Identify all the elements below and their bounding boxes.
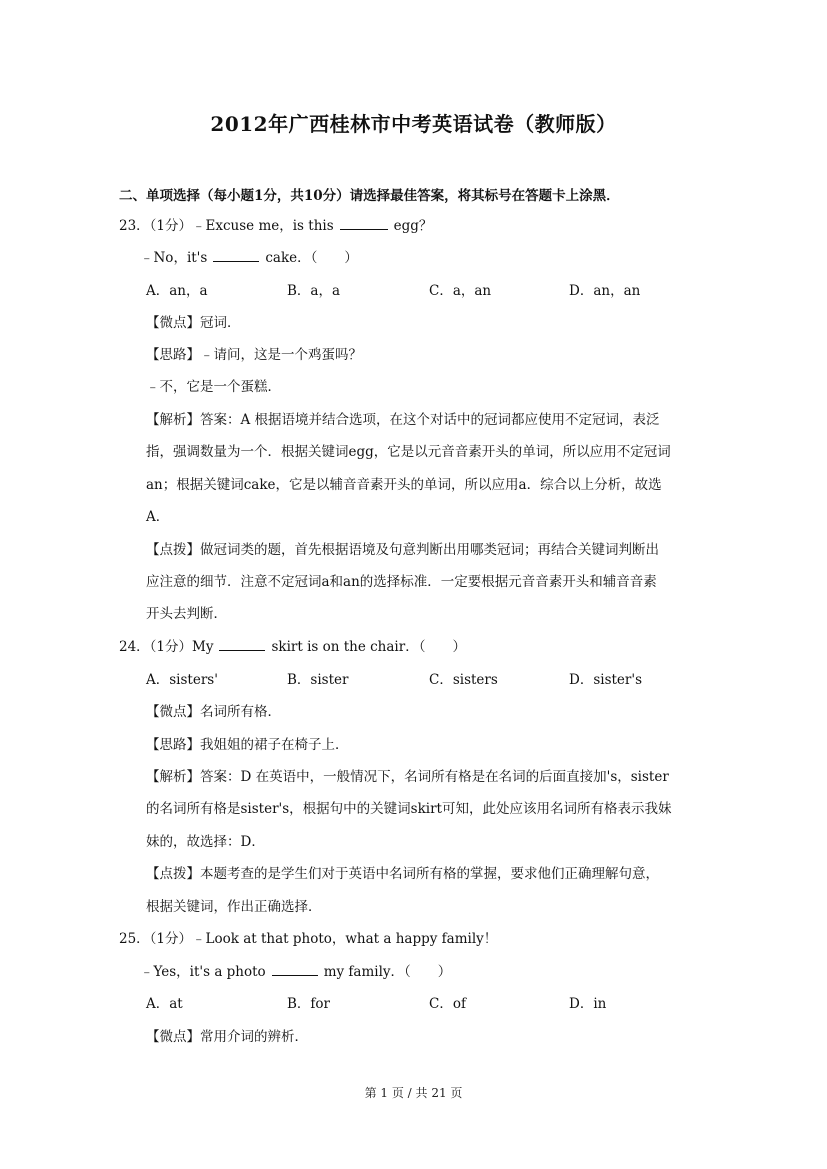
q24-stem-text-b: skirt is on the chair．（ ） <box>271 639 466 655</box>
q23-idea-2: ﹣不，它是一个蛋糕． <box>146 379 281 395</box>
q24-analysis-line-2: 的名词所有格是sister's，根据句中的关键词skirt可知，此处应该用名词所有格表示我妹 <box>146 801 672 817</box>
q25-option-a: A．at <box>146 996 183 1012</box>
q25-option-b: B．for <box>287 996 330 1012</box>
q23-tips-line-2: 应注意的细节．注意不定冠词a和an的选择标准．一定要根据元音音素开头和辅音音素 <box>146 574 657 590</box>
q24-option-c: C．sisters <box>429 672 498 688</box>
q23-line2 <box>140 249 358 267</box>
q24-option-a: A．sisters' <box>146 672 218 688</box>
q23-stem-text-b: egg？ <box>393 218 433 234</box>
q23-analysis-line-4: A． <box>146 509 170 525</box>
q24-analysis-line-1: 【解析】答案：D 在英语中，一般情况下，名词所有格是在名词的后面直接加's，sister <box>146 769 669 785</box>
q24-tips-line-1: 【点拨】本题考查的是学生们对于英语中名词所有格的掌握，要求他们正确理解句意， <box>146 866 659 882</box>
q23-line2-text-a: ﹣No，it's <box>140 250 208 266</box>
q23-blank-1 <box>340 217 388 230</box>
q23-option-a: A．an，a <box>146 283 208 299</box>
q23-stem-text-a: 23．（1分）﹣Excuse me，is this <box>119 218 334 234</box>
q24-blank <box>219 638 265 651</box>
section-heading: 二、单项选择（每小题1分，共10分）请选择最佳答案，将其标号在答题卡上涂黑． <box>119 188 620 204</box>
q23-stem <box>119 217 432 235</box>
q23-analysis-line-1: 【解析】答案：A 根据语境并结合选项，在这个对话中的冠词都应使用不定冠词，表泛 <box>146 412 660 428</box>
q23-option-d: D．an，an <box>569 283 641 299</box>
q25-line2-text-a: ﹣Yes，it's a photo <box>140 964 266 980</box>
q24-point: 【微点】名词所有格． <box>146 704 281 720</box>
q25-line2 <box>140 963 451 981</box>
q24-stem <box>119 638 466 656</box>
q25-point: 【微点】常用介词的辨析． <box>146 1029 308 1045</box>
q23-analysis-line-3: an；根据关键词cake，它是以辅音音素开头的单词，所以应用a．综合以上分析，故选 <box>146 477 662 493</box>
q23-option-b: B．a，a <box>287 283 341 299</box>
q23-option-c: C．a，an <box>429 283 492 299</box>
q23-idea: 【思路】﹣请问，这是一个鸡蛋吗？ <box>146 347 362 363</box>
q24-analysis-line-3: 妹的，故选择：D． <box>146 834 265 850</box>
q23-blank-2 <box>213 249 259 262</box>
q23-analysis-line-2: 指，强调数量为一个．根据关键词egg，它是以元音音素开头的单词，所以应用不定冠词 <box>146 444 671 460</box>
q24-tips-line-2: 根据关键词，作出正确选择． <box>146 899 322 915</box>
q24-option-d: D．sister's <box>569 672 643 688</box>
q24-option-b: B．sister <box>287 672 349 688</box>
q23-point: 【微点】冠词． <box>146 315 241 331</box>
q25-option-c: C．of <box>429 996 466 1012</box>
q25-option-d: D．in <box>569 996 607 1012</box>
document-title: 2012年广西桂林市中考英语试卷（教师版） <box>210 112 617 136</box>
q23-line2-text-b: cake．（ ） <box>265 250 358 266</box>
q24-idea: 【思路】我姐姐的裙子在椅子上． <box>146 737 349 753</box>
q23-tips-line-3: 开头去判断． <box>146 606 227 622</box>
q25-stem: 25．（1分）﹣Look at that photo，what a happy family！ <box>119 931 498 947</box>
q25-blank <box>272 963 318 976</box>
page-footer: 第 1 页 / 共 21 页 <box>364 1086 463 1100</box>
q23-tips-line-1: 【点拨】做冠词类的题，首先根据语境及句意判断出用哪类冠词；再结合关键词判断出 <box>146 542 659 558</box>
q24-stem-text-a: 24．（1分）My <box>119 639 214 655</box>
q25-line2-text-b: my family．（ ） <box>323 964 452 980</box>
